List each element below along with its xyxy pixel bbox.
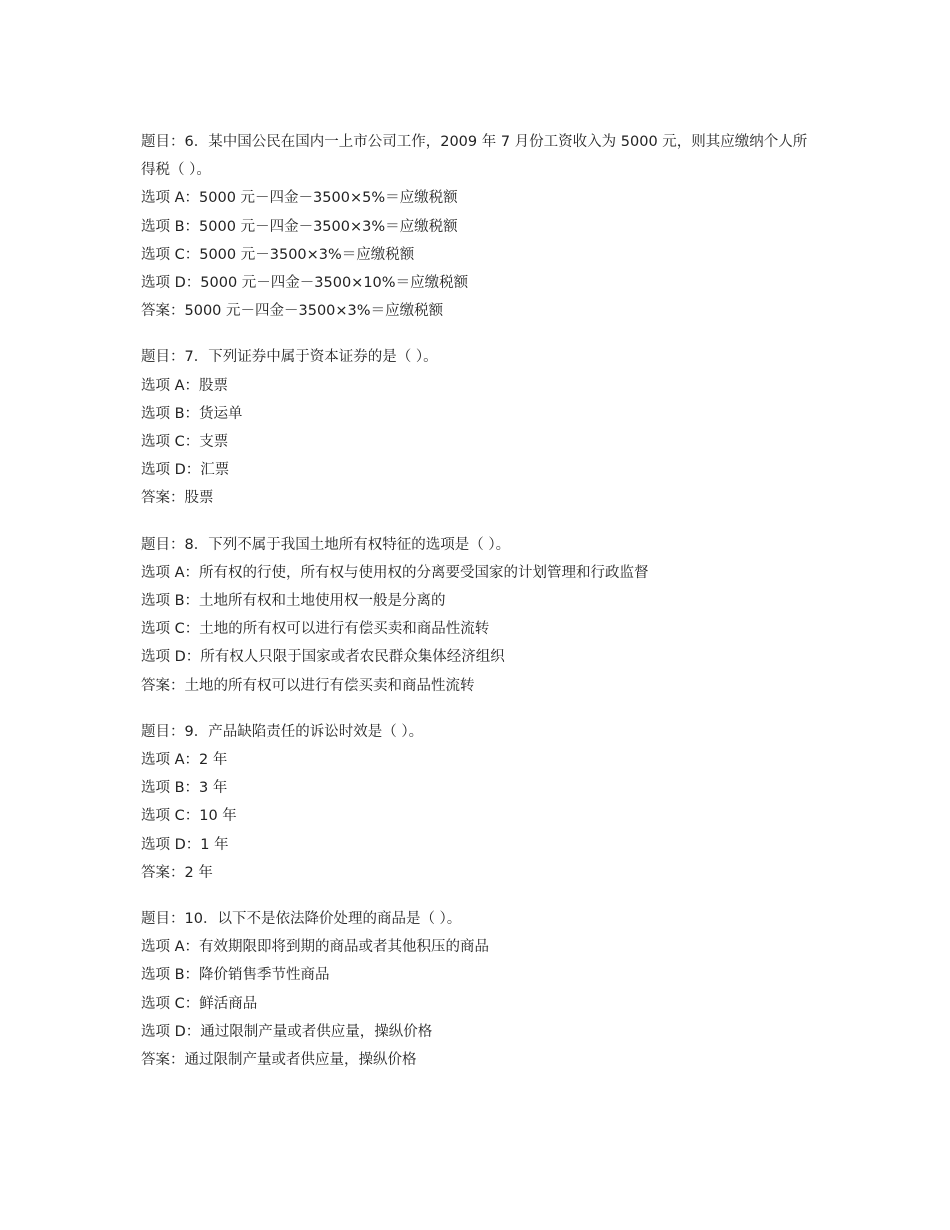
option-d: 选项 D：所有权人只限于国家或者农民群众集体经济组织 [141, 649, 505, 666]
answer: 答案：土地的所有权可以进行有偿买卖和商品性流转 [141, 677, 475, 694]
question-stem: 题目：7．下列证券中属于资本证券的是（ ）。 [141, 349, 438, 366]
option-a: 选项 A：股票 [141, 377, 229, 394]
question-stem: 题目：9．产品缺陷责任的诉讼时效是（ ）。 [141, 723, 424, 740]
answer: 答案：股票 [141, 490, 214, 507]
option-b: 选项 B：货运单 [141, 405, 243, 422]
option-b: 选项 B：3 年 [141, 780, 228, 797]
option-d: 选项 D：5000 元－四金－3500×10%＝应缴税额 [141, 275, 469, 292]
question-6 [141, 128, 821, 325]
document-page [141, 128, 821, 1092]
option-a: 选项 A：5000 元－四金－3500×5%＝应缴税额 [141, 190, 458, 207]
option-b: 选项 B：土地所有权和土地使用权一般是分离的 [141, 593, 446, 610]
option-c: 选项 C：土地的所有权可以进行有偿买卖和商品性流转 [141, 621, 490, 638]
option-d: 选项 D：1 年 [141, 836, 229, 853]
option-c: 选项 C：10 年 [141, 808, 237, 825]
option-b: 选项 B：降价销售季节性商品 [141, 967, 330, 984]
option-a: 选项 A：有效期限即将到期的商品或者其他积压的商品 [141, 939, 490, 956]
question-stem: 题目：6．某中国公民在国内一上市公司工作，2009 年 7 月份工资收入为 5000 元，则其应缴纳个人所得税（ ）。 [141, 134, 808, 179]
question-9 [141, 718, 821, 887]
answer: 答案：通过限制产量或者供应量，操纵价格 [141, 1052, 417, 1069]
option-a: 选项 A：2 年 [141, 752, 228, 769]
question-8 [141, 531, 821, 700]
option-c: 选项 C：鲜活商品 [141, 995, 258, 1012]
option-c: 选项 C：支票 [141, 434, 229, 451]
answer: 答案：5000 元－四金－3500×3%＝应缴税额 [141, 303, 444, 320]
option-c: 选项 C：5000 元－3500×3%＝应缴税额 [141, 246, 415, 263]
question-10 [141, 905, 821, 1074]
question-stem: 题目：8．下列不属于我国土地所有权特征的选项是（ ）。 [141, 536, 511, 553]
option-a: 选项 A：所有权的行使，所有权与使用权的分离要受国家的计划管理和行政监督 [141, 564, 649, 581]
option-b: 选项 B：5000 元－四金－3500×3%＝应缴税额 [141, 218, 458, 235]
option-d: 选项 D：汇票 [141, 462, 230, 479]
question-7 [141, 343, 821, 512]
option-d: 选项 D：通过限制产量或者供应量，操纵价格 [141, 1023, 433, 1040]
answer: 答案：2 年 [141, 864, 213, 881]
question-stem: 题目：10．以下不是依法降价处理的商品是（ ）。 [141, 911, 462, 928]
